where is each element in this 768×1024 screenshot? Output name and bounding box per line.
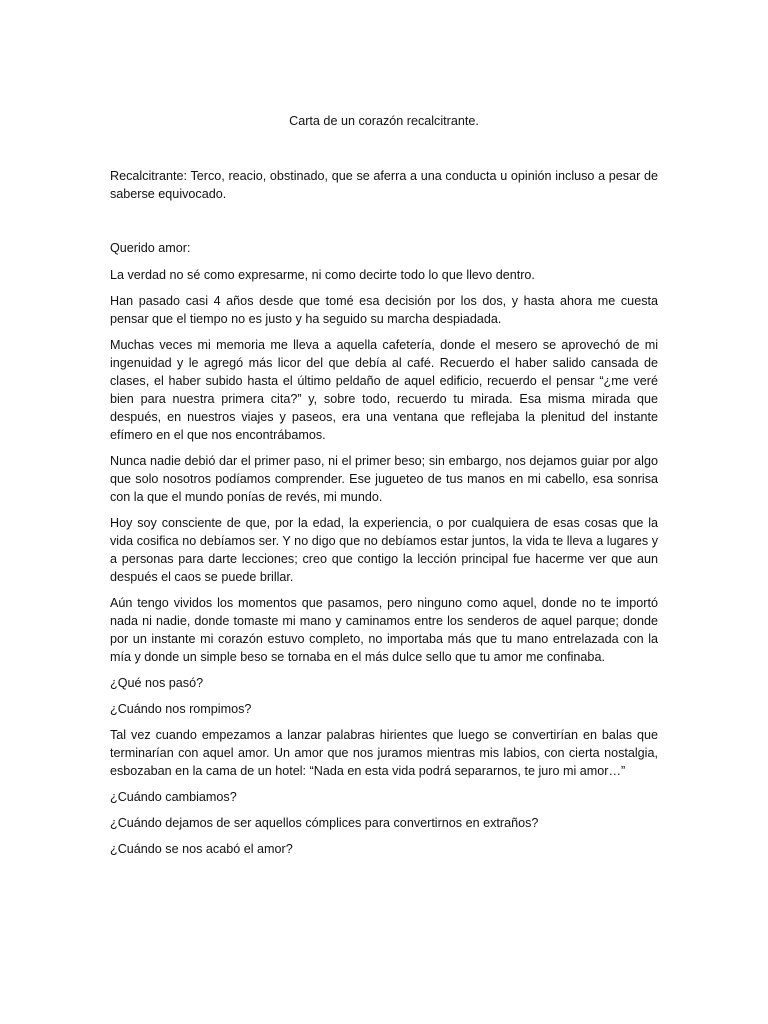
letter-paragraph-1: La verdad no sé como expresarme, ni como decirte todo lo que llevo dentro. bbox=[110, 268, 535, 282]
letter-paragraph-3: Muchas veces mi memoria me lleva a aquella cafetería, donde el mesero se aprovechó de mi ingenuidad y le agregó más licor del que debía al café. Recuerdo el haber salido cansada de clases, el haber subido hasta el último peldaño de aquel edificio, recuerdo el pensar “¿me veré bien para nuestra primera cita?” y, sobre todo, recuerdo tu mirada. Esa misma mirada que después, en nuestros viajes y paseos, era una ventana que reflejaba la plenitud del instante efímero en el que nos encontrábamos. bbox=[110, 338, 658, 442]
letter-question-2: ¿Cuándo nos rompimos? bbox=[110, 702, 252, 716]
letter-page bbox=[110, 112, 658, 858]
letter-question-3: ¿Cuándo cambiamos? bbox=[110, 790, 237, 804]
letter-paragraph-4: Nunca nadie debió dar el primer paso, ni el primer beso; sin embargo, nos dejamos guiar por algo que solo nosotros podíamos comprender. Ese jugueteo de tus manos en mi cabello, esa sonrisa con la que el mundo ponías de revés, mi mundo. bbox=[110, 454, 658, 504]
letter-question-4: ¿Cuándo dejamos de ser aquellos cómplices para convertirnos en extraños? bbox=[110, 816, 539, 830]
letter-paragraph-7: Tal vez cuando empezamos a lanzar palabras hirientes que luego se convertirían en balas que terminarían con aquel amor. Un amor que nos juramos mientras mis labios, con cierta nostalgia, esbozaban en la cama de un hotel: “Nada en esta vida podrá separarnos, te juro mi amor…” bbox=[110, 728, 658, 778]
letter-question-1: ¿Qué nos pasó? bbox=[110, 676, 204, 690]
letter-greeting: Querido amor: bbox=[110, 241, 191, 255]
letter-paragraph-6: Aún tengo vividos los momentos que pasamos, pero ninguno como aquel, donde no te importó nada ni nadie, donde tomaste mi mano y caminamos entre los senderos de aquel parque; donde por un instante mi corazón estuvo completo, no importaba más que tu mano entrelazada con la mía y donde un simple beso se tornaba en el más dulce sello que tu amor me confinaba. bbox=[110, 596, 658, 664]
letter-question-5: ¿Cuándo se nos acabó el amor? bbox=[110, 842, 293, 856]
letter-paragraph-2: Han pasado casi 4 años desde que tomé esa decisión por los dos, y hasta ahora me cuesta pensar que el tiempo no es justo y ha seguido su marcha despiadada. bbox=[110, 294, 658, 326]
letter-paragraph-5: Hoy soy consciente de que, por la edad, la experiencia, o por cualquiera de esas cosas que la vida cosifica no debíamos ser. Y no digo que no debíamos estar juntos, la vida te lleva a lugares y a personas para darte lecciones; creo que contigo la lección principal fue hacerme ver que aun después el caos se puede brillar. bbox=[110, 516, 658, 584]
definition-paragraph: Recalcitrante: Terco, reacio, obstinado, que se aferra a una conducta u opinión incluso a pesar de saberse equivocado. bbox=[110, 169, 658, 201]
letter-title: Carta de un corazón recalcitrante. bbox=[289, 114, 479, 128]
